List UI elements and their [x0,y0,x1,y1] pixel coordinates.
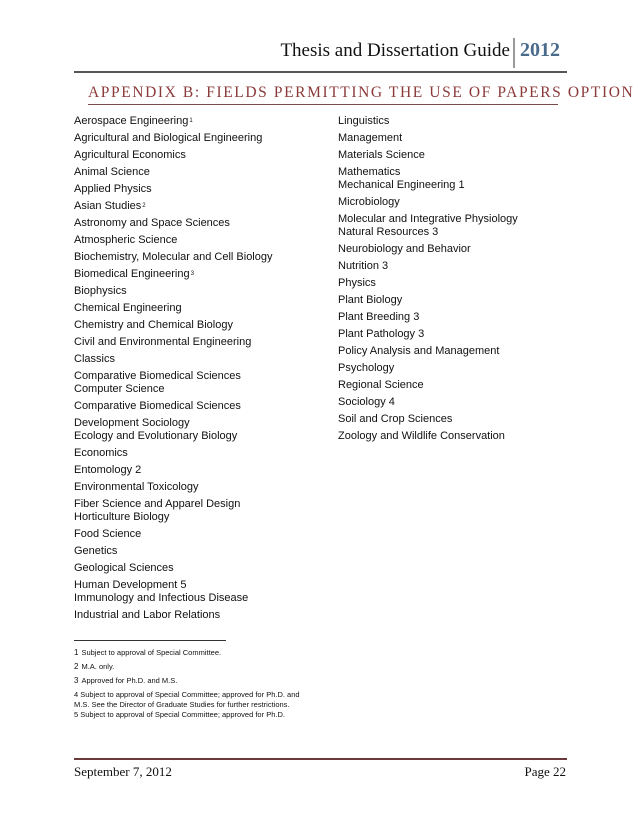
field-name: Animal Science [74,166,150,178]
field-item [74,317,344,334]
field-item [338,377,568,394]
field-name: Ecology and Evolutionary Biology [74,430,238,442]
header-separator [513,38,515,68]
field-name: Policy Analysis and Management [338,345,500,357]
appendix-title: APPENDIX B: FIELDS PERMITTING THE USE OF PAPERS OPTION [88,84,635,101]
field-name: Biochemistry, Molecular and Cell Biology [74,251,273,263]
field-name: Horticulture Biology [74,511,170,523]
field-item [74,300,344,317]
field-name: Astronomy and Space Sciences [74,217,230,229]
field-item [74,381,344,398]
field-name: Environmental Toxicology [74,481,199,493]
field-name: Microbiology [338,196,400,208]
footnote [74,690,304,710]
field-name: Mechanical Engineering 1 [338,179,465,191]
page-header [0,38,638,68]
footnote-text: Subject to approval of Special Committee. [81,648,222,657]
field-name: Plant Pathology 3 [338,328,425,340]
field-item [74,509,344,526]
appendix-underline [88,104,558,105]
field-item [74,607,344,624]
field-name: Economics [74,447,128,459]
field-item [74,479,344,496]
header-rule [74,71,567,73]
footnote-text: Approved for Ph.D. and M.S. [81,676,178,685]
footnotes [74,648,304,720]
field-name: Mathematics [338,166,401,178]
footnote-mark: 3 [74,676,79,685]
field-item [74,543,344,560]
field-name: Comparative Biomedical Sciences [74,370,241,382]
field-item [74,428,344,445]
field-item [74,368,344,381]
footnote-mark: 2 [74,662,79,671]
field-item [74,113,344,130]
field-name: Soil and Crop Sciences [338,413,453,425]
field-name: Sociology 4 [338,396,395,408]
field-item [74,590,344,607]
field-name: Zoology and Wildlife Conservation [338,430,505,442]
field-name: Civil and Environmental Engineering [74,336,252,348]
field-name: Linguistics [338,115,390,127]
footnote-text: 5 Subject to approval of Special Committee; approved for Ph.D. [74,710,285,719]
footnote [74,662,304,672]
field-item [74,398,344,415]
field-item [74,232,344,249]
field-name: Molecular and Integrative Physiology [338,213,518,225]
field-name: Materials Science [338,149,425,161]
field-name: Management [338,132,403,144]
footnote [74,710,304,720]
footnote-separator [74,640,226,641]
field-item [74,283,344,300]
fields-list-left [74,113,344,624]
page-number: Page 22 [524,764,566,779]
field-item [338,241,568,258]
field-item [338,326,568,343]
field-name: Immunology and Infectious Disease [74,592,249,604]
document-year: 2012 [520,39,560,61]
field-item [338,394,568,411]
field-item [338,177,568,194]
field-item [338,164,568,177]
field-item [338,258,568,275]
field-name: Genetics [74,545,118,557]
footnote-text: 4 Subject to approval of Special Committee; approved for Ph.D. and M.S. See the Director of Graduate Studies for further restrictions. [74,690,300,709]
field-name: Agricultural Economics [74,149,186,161]
field-name: Natural Resources 3 [338,226,439,238]
field-item [338,275,568,292]
footnote [74,648,304,658]
field-item [338,411,568,428]
field-item [338,224,568,241]
footnote-reference: 3 [190,271,194,277]
field-item [338,130,568,147]
field-name: Biomedical Engineering [74,268,190,280]
field-item [74,351,344,368]
field-name: Nutrition 3 [338,260,389,272]
field-name: Geological Sciences [74,562,174,574]
field-name: Industrial and Labor Relations [74,609,221,621]
field-name: Biophysics [74,285,127,297]
field-name: Aerospace Engineering [74,115,189,127]
footnote [74,676,304,686]
field-item [74,266,344,283]
field-item [338,428,568,445]
fields-list-right [338,113,568,445]
field-name: Human Development 5 [74,579,187,591]
field-item [338,309,568,326]
field-item [74,462,344,479]
field-item [338,113,568,130]
field-item [74,526,344,543]
field-item [74,496,344,509]
field-name: Chemistry and Chemical Biology [74,319,233,331]
field-item [74,147,344,164]
field-item [74,198,344,215]
field-name: Computer Science [74,383,165,395]
field-name: Plant Breeding 3 [338,311,420,323]
field-name: Applied Physics [74,183,152,195]
field-name: Food Science [74,528,142,540]
field-name: Psychology [338,362,395,374]
field-item [74,181,344,198]
field-name: Chemical Engineering [74,302,182,314]
field-item [338,292,568,309]
document-title: Thesis and Dissertation Guide [280,40,510,61]
field-item [338,194,568,211]
field-item [74,215,344,232]
field-item [338,147,568,164]
footnote-reference: 1 [189,118,193,124]
field-item [74,415,344,428]
field-item [338,211,568,224]
field-item [74,249,344,266]
field-name: Plant Biology [338,294,403,306]
field-item [338,343,568,360]
field-name: Agricultural and Biological Engineering [74,132,263,144]
field-item [74,334,344,351]
field-name: Regional Science [338,379,424,391]
field-name: Fiber Science and Apparel Design [74,498,241,510]
footer-rule [74,758,567,760]
field-name: Asian Studies [74,200,142,212]
field-item [74,164,344,181]
footnote-reference: 2 [142,203,146,209]
footnote-text: M.A. only. [81,662,115,671]
field-name: Classics [74,353,115,365]
field-name: Atmospheric Science [74,234,178,246]
field-item [74,577,344,590]
field-name: Comparative Biomedical Sciences [74,400,241,412]
field-name: Entomology 2 [74,464,142,476]
field-item [74,130,344,147]
field-name: Physics [338,277,376,289]
field-item [74,445,344,462]
field-item [338,360,568,377]
field-item [74,560,344,577]
footnote-mark: 1 [74,648,79,657]
field-name: Development Sociology [74,417,190,429]
footer-date: September 7, 2012 [74,764,172,779]
field-name: Neurobiology and Behavior [338,243,471,255]
